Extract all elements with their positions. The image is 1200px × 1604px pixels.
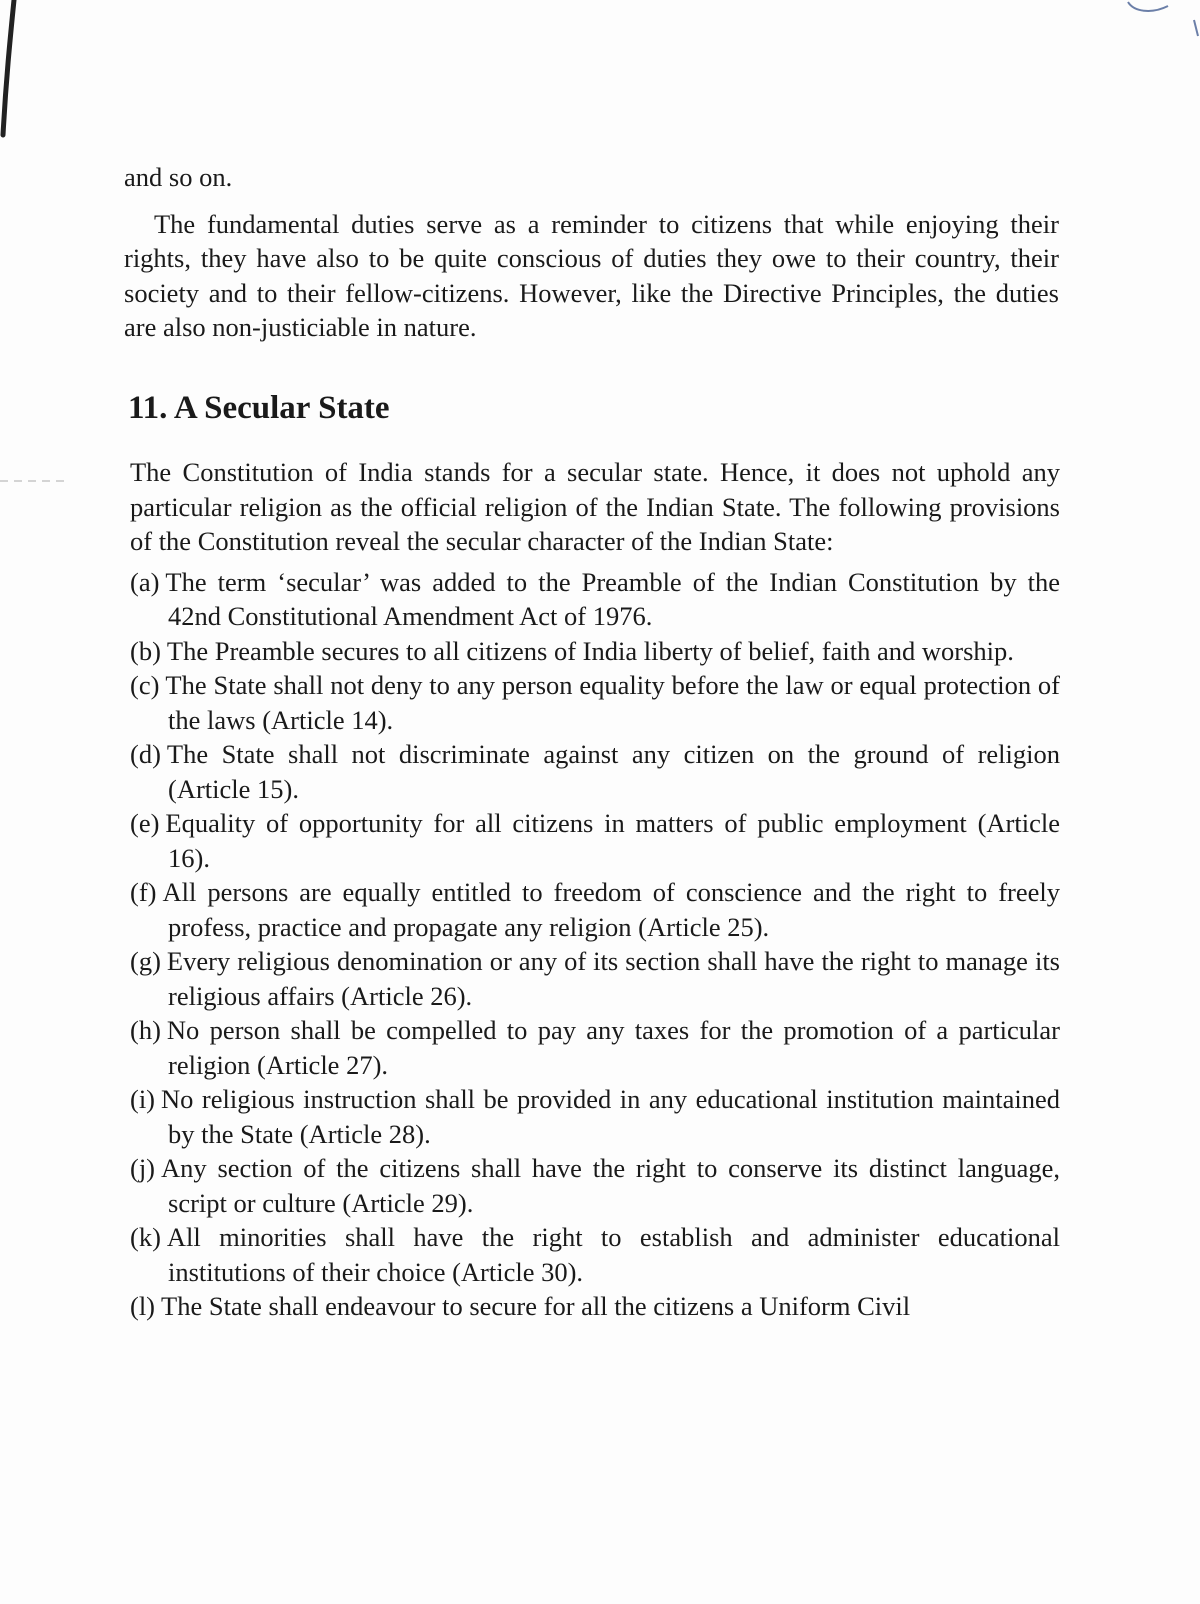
list-item-marker: (h) [130, 1015, 161, 1045]
list-item-marker: (i) [130, 1084, 156, 1114]
list-item [130, 565, 1060, 634]
list-item-text: All persons are equally entitled to freedom of conscience and the right to freely profess, practice and propagate any religion (Article 25). [162, 877, 1060, 942]
section-lead-paragraph: The Constitution of India stands for a secular state. Hence, it does not uphold any particular religion as the official religion of the Indian State. The following provisions of the Constitution reveal the secular character of the Indian State: [130, 457, 1060, 556]
list-item [130, 634, 1060, 669]
list-item-text: The State shall endeavour to secure for all the citizens a Uniform Civil [161, 1291, 911, 1321]
list-item-marker: (f) [130, 877, 157, 907]
continuation-text: and so on. [124, 162, 233, 192]
list-item [130, 737, 1060, 806]
list-item-marker: (d) [130, 739, 161, 769]
margin-dash-mark [0, 480, 70, 482]
list-item-marker: (l) [130, 1291, 156, 1321]
secular-state-section [130, 455, 1060, 1324]
scan-edge-mark [0, 0, 22, 140]
list-item [130, 1220, 1060, 1289]
list-item [130, 875, 1060, 944]
list-item-text: Every religious denomination or any of its section shall have the right to manage its religious affairs (Article 26). [166, 946, 1060, 1011]
list-item-marker: (g) [130, 946, 161, 976]
list-item-marker: (e) [130, 808, 160, 838]
corner-pen-mark [1120, 0, 1200, 50]
list-item [130, 668, 1060, 737]
list-item [130, 806, 1060, 875]
list-item-text: No person shall be compelled to pay any taxes for the promotion of a particular religion (Article 27). [166, 1015, 1060, 1080]
list-item [130, 1013, 1060, 1082]
list-item-text: The State shall not discriminate against any citizen on the ground of religion (Article 15). [166, 739, 1060, 804]
intro-block [124, 160, 1059, 345]
list-item [130, 1082, 1060, 1151]
list-item-text: The State shall not deny to any person equality before the law or equal protection of the laws (Article 14). [165, 670, 1060, 735]
list-item-text: Any section of the citizens shall have the right to conserve its distinct language, script or culture (Article 29). [161, 1153, 1060, 1218]
list-item-marker: (b) [130, 635, 161, 666]
list-item-text: No religious instruction shall be provided in any educational institution maintained by the State (Article 28). [161, 1084, 1060, 1149]
list-item-marker: (j) [130, 1153, 156, 1183]
list-item [130, 944, 1060, 1013]
list-item [130, 1289, 1060, 1324]
list-item-text: Equality of opportunity for all citizens in matters of public employment (Article 16). [165, 808, 1060, 873]
section-heading: 11. A Secular State [128, 390, 390, 426]
list-item [130, 1151, 1060, 1220]
list-item-marker: (a) [130, 566, 160, 597]
list-item-marker: (c) [130, 670, 160, 700]
list-item-text: The Preamble secures to all citizens of India liberty of belief, faith and worship. [166, 635, 1014, 666]
list-item-marker: (k) [130, 1222, 161, 1252]
list-item-text: The term ‘secular’ was added to the Preamble of the Indian Constitution by the 42nd Constitutional Amendment Act of 1976. [165, 566, 1060, 631]
provisions-list [130, 565, 1060, 1324]
duties-paragraph: The fundamental duties serve as a reminder to citizens that while enjoying their rights, they have also to be quite conscious of duties they owe to their country, their society and to their fellow-citizens. However, like the Directive Principles, the duties are also non-justiciable in nature. [124, 208, 1059, 342]
list-item-text: All minorities shall have the right to establish and administer educational institutions of their choice (Article 30). [166, 1222, 1060, 1287]
